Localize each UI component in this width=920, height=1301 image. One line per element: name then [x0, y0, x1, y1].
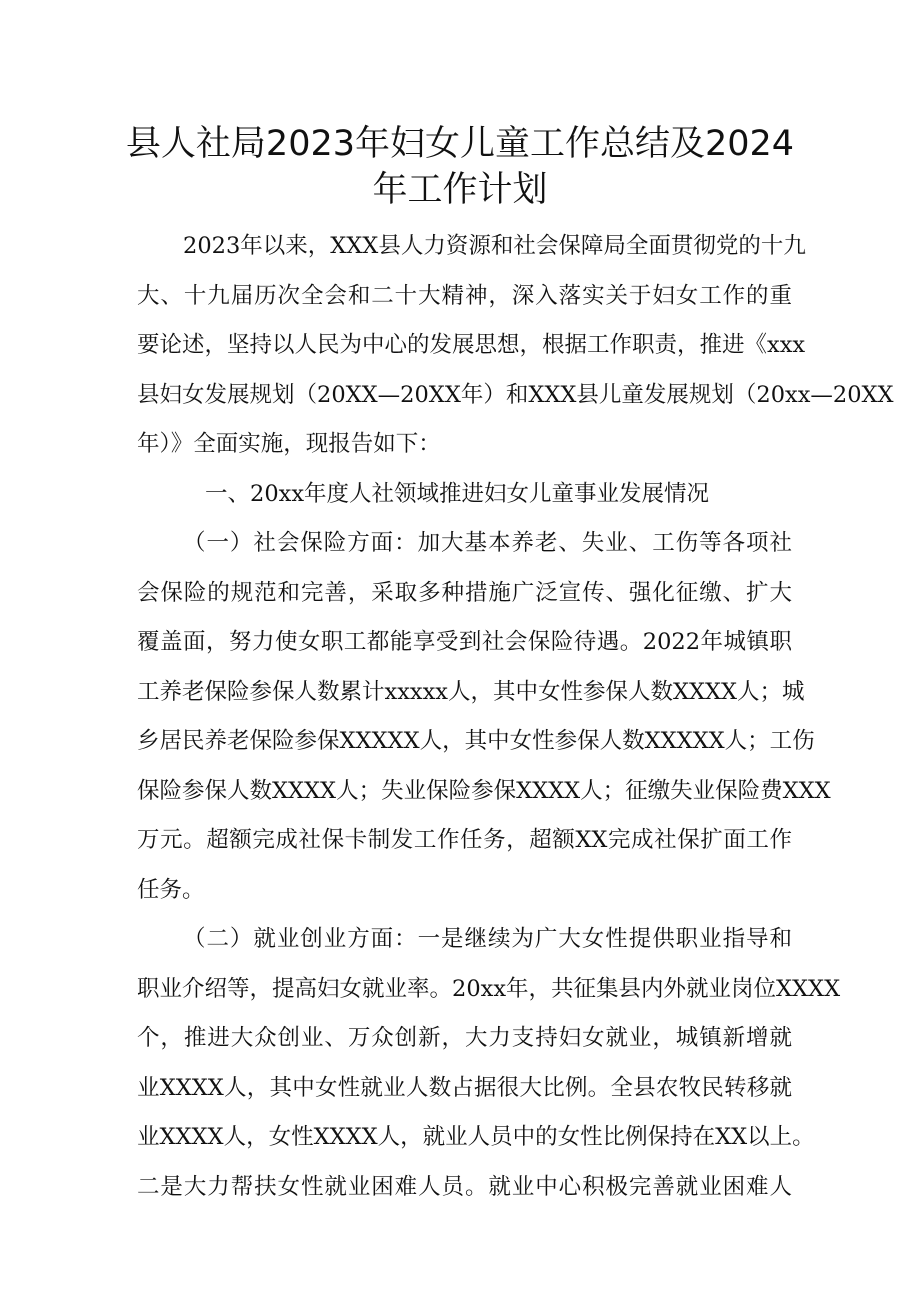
intro-line-2: 大、十九届历次全会和二十大精神，深入落实关于妇女工作的重 — [137, 283, 792, 309]
employment-line-3: 个，推进大众创业、万众创新，大力支持妇女就业，城镇新增就 — [137, 1025, 792, 1051]
social-insurance-line-6: 保险参保人数XXXX人；失业保险参保XXXX人；征缴失业保险费XXX — [137, 778, 831, 804]
social-insurance-line-8: 任务。 — [137, 877, 205, 903]
social-insurance-line-2: 会保险的规范和完善，采取多种措施广泛宣传、强化征缴、扩大 — [137, 580, 792, 606]
document-title-line-1: 县人社局2023年妇女儿童工作总结及2024 — [125, 124, 795, 164]
document-title-line-2: 年工作计划 — [372, 170, 548, 210]
employment-line-5: 业XXXX人，女性XXXX人，就业人员中的女性比例保持在XX以上。 — [137, 1124, 815, 1150]
social-insurance-line-1: （一）社会保险方面：加大基本养老、失业、工伤等各项社 — [183, 530, 792, 556]
social-insurance-line-3: 覆盖面，努力使女职工都能享受到社会保险待遇。2022年城镇职 — [137, 629, 792, 655]
intro-line-1: 2023年以来，XXX县人力资源和社会保障局全面贯彻党的十九 — [183, 233, 806, 259]
intro-line-5: 年）》全面实施，现报告如下： — [137, 431, 441, 457]
section-heading: 一、20xx年度人社领域推进妇女儿童事业发展情况 — [205, 481, 710, 507]
social-insurance-line-5: 乡居民养老保险参保XXXXX人，其中女性参保人数XXXXX人；工伤 — [137, 728, 815, 754]
employment-line-4: 业XXXX人，其中女性就业人数占据很大比例。全县农牧民转移就 — [137, 1075, 792, 1101]
intro-line-3: 要论述，坚持以人民为中心的发展思想，根据工作职责，推进《xxx — [137, 332, 806, 358]
social-insurance-line-7: 万元。超额完成社保卡制发工作任务，超额XX完成社保扩面工作 — [137, 827, 792, 853]
social-insurance-line-4: 工养老保险参保人数累计xxxxx人，其中女性参保人数XXXX人；城 — [137, 679, 805, 705]
intro-line-4: 县妇女发展规划（20XX—20XX年）和XXX县儿童发展规划（20xx—20XX — [137, 382, 894, 408]
employment-line-1: （二）就业创业方面：一是继续为广大女性提供职业指导和 — [183, 926, 792, 952]
employment-line-2: 职业介绍等，提高妇女就业率。20xx年，共征集县内外就业岗位XXXX — [137, 976, 841, 1002]
employment-line-6: 二是大力帮扶女性就业困难人员。就业中心积极完善就业困难人 — [137, 1174, 792, 1200]
